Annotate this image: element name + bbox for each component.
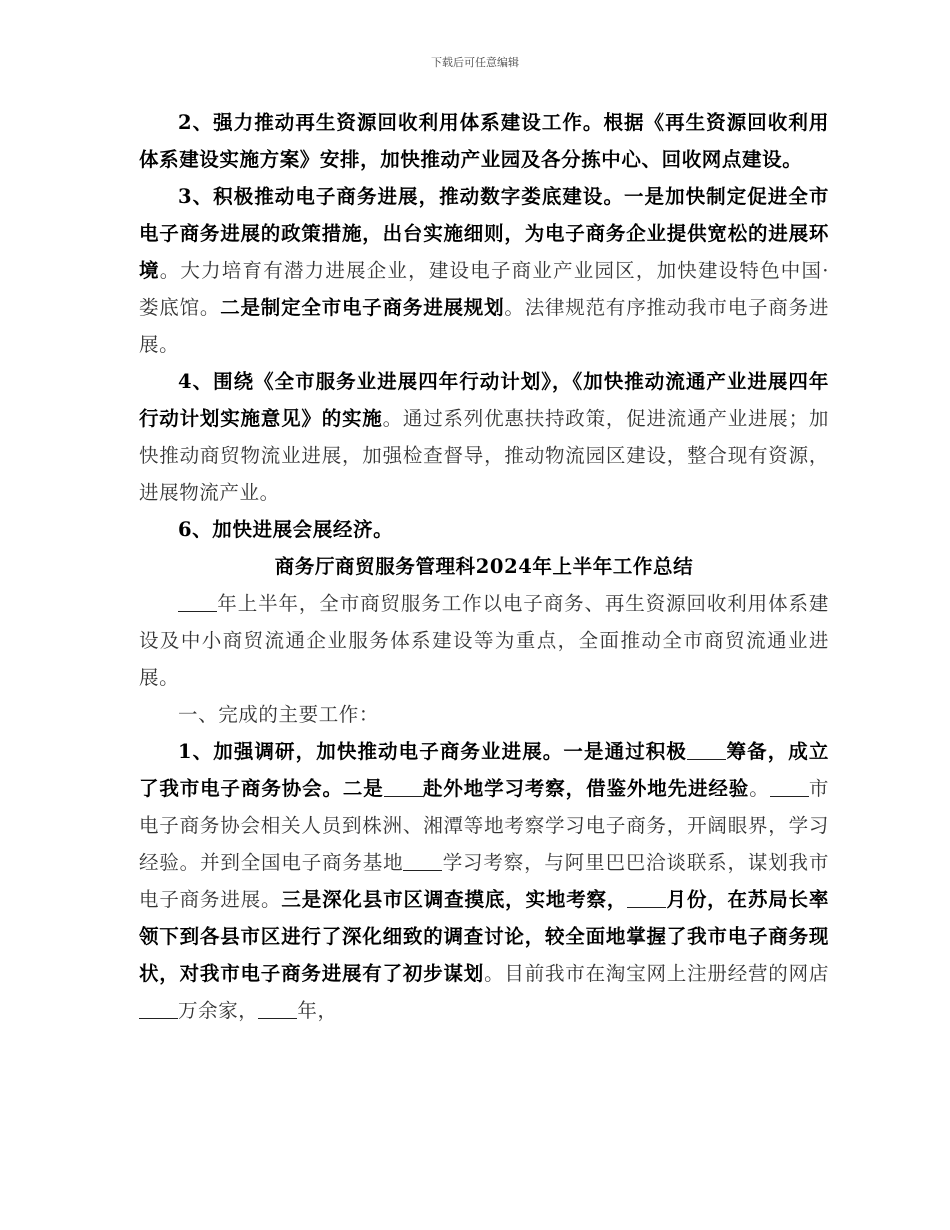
bold-text: 月份，在苏局长率领下到各县市区进行了深化细致的调查讨论，较全面地掌握了我市电子商务现状，对我市电子商务进展有了初步谋划	[139, 888, 829, 985]
body-text: 学习考察，与阿里巴巴洽谈联系，谋划我市电子商务进展。	[139, 851, 829, 911]
page-header: 下载后可任意编辑	[431, 56, 519, 69]
paragraph-ecommerce	[139, 178, 829, 363]
blank-line	[627, 888, 666, 909]
body-text: 年上半年，全市商贸服务工作以电子商务、再生资源回收利用体系建设及中小商贸流通企业服务体系建设等为重点，全面推动全市商贸流通业进展。	[139, 592, 829, 689]
blank-line	[384, 777, 423, 798]
body-text: 。法律规范有序推动我市电子商务进展。	[139, 296, 829, 356]
body-text: 市电子商务协会相关人员到株洲、湘潭等地考察学习电子商务，开阔眼界，学习经验。并到全国电子商务基地	[139, 777, 829, 874]
bold-text: 3、积极推动电子商务进展，推动数字娄底建设。一是加快制定促进全市电子商务进展的政策措施，出台实施细则，为电子商务企业提供宽松的进展环境	[139, 185, 829, 282]
body-text: 一、完成的主要工作：	[178, 703, 380, 726]
paragraph-main-work-heading	[139, 696, 829, 733]
body-text: 年，	[297, 999, 338, 1022]
body-text: 。大力培育有潜力进展企业，建设电子商业产业园区，加快建设特色中国·娄底馆。	[139, 259, 829, 319]
bold-text: 三是深化县市区调查摸底，实地考察，	[281, 888, 628, 911]
bold-text: 4、围绕《全市服务业进展四年行动计划》，《加快推动流通产业进展四年行动计划实施意见》的实施	[139, 370, 829, 430]
body-text: 。目前我市在淘宝网上注册经营的网店	[484, 962, 830, 985]
bold-text: 赴外地学习考察，借鉴外地先进经验	[422, 777, 750, 800]
blank-line	[258, 999, 297, 1020]
paragraph-exhibition	[139, 511, 829, 548]
body-text: 万余家，	[178, 999, 259, 1022]
paragraph-service-plan	[139, 363, 829, 511]
section-title: 商务厅商贸服务管理科2024年上半年工作总结	[274, 555, 694, 578]
paragraph-intro	[139, 585, 829, 696]
bold-text: 筹备，成立了我市电子商务协会。二是	[139, 740, 829, 800]
bold-text: 2、强力推动再生资源回收利用体系建设工作。根据《再生资源回收利用体系建设实施方案》安排，加快推动产业园及各分拣中心、回收网点建设。	[139, 111, 829, 171]
blank-line	[687, 740, 726, 761]
blank-line	[403, 851, 442, 872]
bold-text: 1、加强调研，加快推动电子商务业进展。一是通过积极	[178, 740, 687, 763]
blank-line	[139, 999, 178, 1020]
body-text: 。	[749, 777, 770, 800]
bold-text: 6、加快进展会展经济。	[178, 518, 394, 541]
blank-line	[770, 777, 809, 798]
bold-text: 二是制定全市电子商务进展规划	[220, 296, 505, 319]
paragraph-recycling	[139, 104, 829, 178]
body-text: 。通过系列优惠扶持政策，促进流通产业进展；加快推动商贸物流业进展，加强检查督导，推动物流园区建设，整合现有资源，进展物流产业。	[139, 407, 830, 504]
paragraph-research	[139, 733, 829, 1029]
blank-line	[178, 592, 217, 613]
document-body	[139, 104, 829, 1029]
